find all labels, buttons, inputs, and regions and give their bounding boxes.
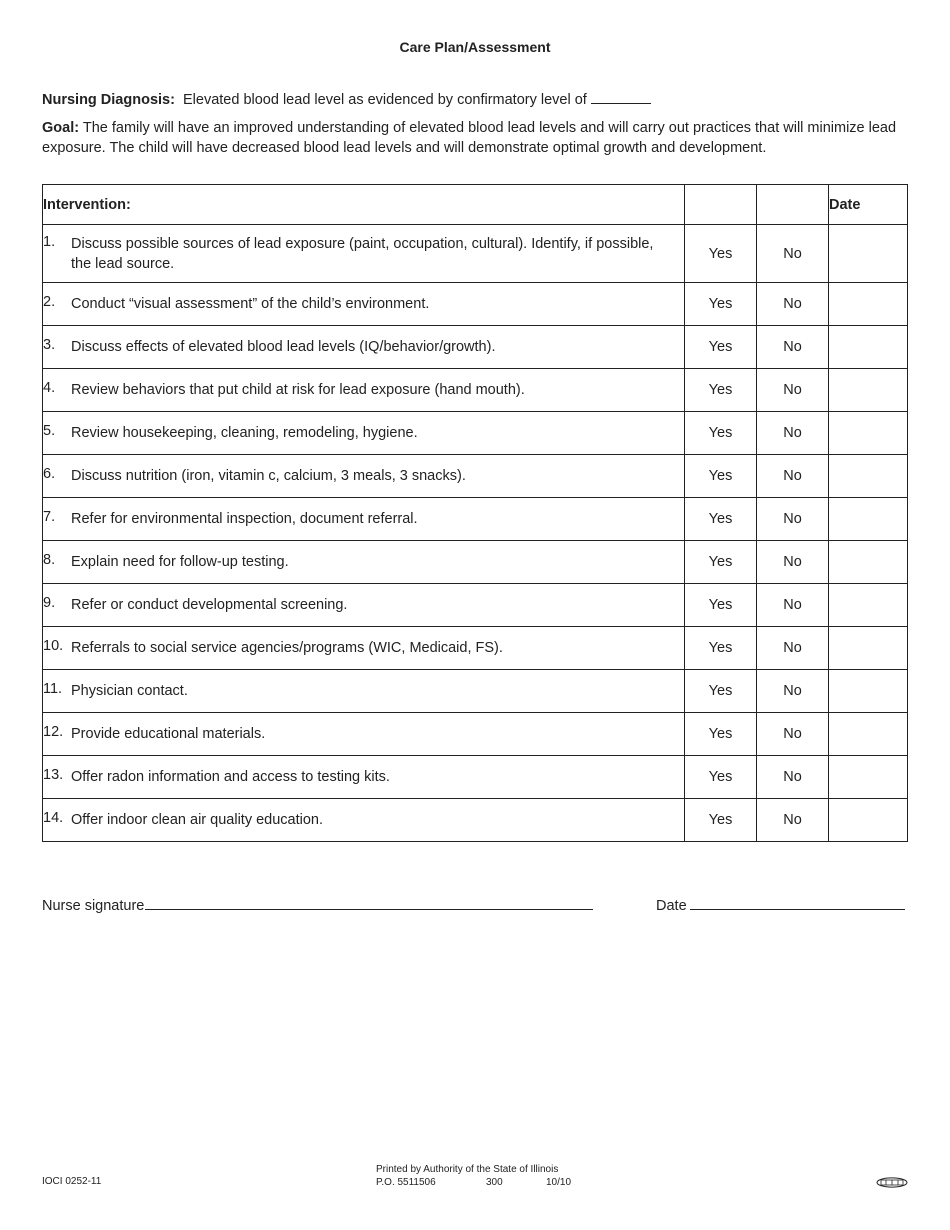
item-number: 10. [43, 638, 64, 654]
date-header: Date [829, 185, 908, 225]
item-text: Discuss effects of elevated blood lead levels (IQ/behavior/growth). [71, 339, 496, 355]
signature-date [656, 895, 905, 914]
item-number: 5. [43, 423, 56, 439]
diagnosis-text: Elevated blood lead level as evidenced by confirmatory level of [183, 92, 587, 108]
ioci-logo-icon [876, 1175, 908, 1186]
intervention-cell [43, 756, 685, 799]
table-row [43, 498, 908, 541]
item-number: 4. [43, 380, 56, 396]
date-cell[interactable] [829, 584, 908, 627]
item-text: Offer radon information and access to testing kits. [71, 769, 390, 785]
item-text: Review housekeeping, cleaning, remodeling, hygiene. [71, 425, 418, 441]
yes-option[interactable]: Yes [685, 799, 757, 842]
nurse-signature [42, 895, 593, 914]
table-row [43, 756, 908, 799]
table-row [43, 541, 908, 584]
print-info [376, 1163, 571, 1189]
item-text: Conduct “visual assessment” of the child’s environment. [71, 296, 430, 312]
item-number: 1. [43, 233, 56, 250]
intervention-cell [43, 283, 685, 326]
item-text: Referrals to social service agencies/programs (WIC, Medicaid, FS). [71, 640, 503, 656]
signature-date-label: Date [656, 898, 687, 914]
table-row [43, 369, 908, 412]
intervention-cell [43, 498, 685, 541]
yes-option[interactable]: Yes [685, 670, 757, 713]
form-id: IOCI 0252-11 [42, 1176, 102, 1187]
yes-option[interactable]: Yes [685, 584, 757, 627]
item-number: 8. [43, 552, 56, 568]
signature-date-field[interactable] [690, 895, 905, 910]
intervention-cell [43, 412, 685, 455]
intervention-cell [43, 584, 685, 627]
table-row [43, 713, 908, 756]
table-row [43, 799, 908, 842]
item-text: Discuss nutrition (iron, vitamin c, calcium, 3 meals, 3 snacks). [71, 468, 466, 484]
table-row [43, 584, 908, 627]
date-cell[interactable] [829, 225, 908, 283]
table-row [43, 627, 908, 670]
no-option[interactable]: No [757, 713, 829, 756]
no-option[interactable]: No [757, 326, 829, 369]
intervention-cell [43, 799, 685, 842]
date-cell[interactable] [829, 627, 908, 670]
po-line [376, 1176, 571, 1189]
yes-option[interactable]: Yes [685, 756, 757, 799]
diagnosis-label: Nursing Diagnosis: [42, 92, 175, 108]
item-number: 12. [43, 724, 64, 740]
date-cell[interactable] [829, 713, 908, 756]
item-number: 3. [43, 337, 56, 353]
no-option[interactable]: No [757, 584, 829, 627]
no-option[interactable]: No [757, 627, 829, 670]
table-row [43, 455, 908, 498]
item-number: 13. [43, 767, 64, 783]
no-option[interactable]: No [757, 498, 829, 541]
item-text: Provide educational materials. [71, 726, 266, 742]
table-row [43, 326, 908, 369]
item-number: 11. [43, 681, 63, 697]
date-cell[interactable] [829, 670, 908, 713]
yes-option[interactable]: Yes [685, 412, 757, 455]
goal-label: Goal: [42, 120, 80, 136]
intervention-cell [43, 541, 685, 584]
yes-option[interactable]: Yes [685, 498, 757, 541]
item-text: Offer indoor clean air quality education. [71, 812, 324, 828]
item-number: 2. [43, 294, 56, 310]
no-option[interactable]: No [757, 756, 829, 799]
intervention-cell [43, 627, 685, 670]
table-row [43, 412, 908, 455]
date-cell[interactable] [829, 412, 908, 455]
date-cell[interactable] [829, 498, 908, 541]
table-row [43, 670, 908, 713]
no-option[interactable]: No [757, 283, 829, 326]
item-text: Refer for environmental inspection, document referral. [71, 511, 418, 527]
date-cell[interactable] [829, 326, 908, 369]
yes-option[interactable]: Yes [685, 326, 757, 369]
print-date: 10/10 [546, 1177, 572, 1188]
nurse-signature-label: Nurse signature [42, 898, 145, 914]
intervention-cell [43, 225, 685, 283]
intervention-cell [43, 326, 685, 369]
yes-option[interactable]: Yes [685, 627, 757, 670]
no-column-header [757, 185, 829, 225]
page-title: Care Plan/Assessment [399, 39, 551, 55]
no-option[interactable]: No [757, 799, 829, 842]
po-number: P.O. 5511506 [376, 1177, 436, 1188]
item-number: 6. [43, 466, 56, 482]
yes-option[interactable]: Yes [685, 713, 757, 756]
table-row [43, 225, 908, 283]
yes-column-header [685, 185, 757, 225]
intervention-cell [43, 713, 685, 756]
yes-option[interactable]: Yes [685, 283, 757, 326]
no-option[interactable]: No [757, 369, 829, 412]
intervention-cell [43, 670, 685, 713]
yes-option[interactable]: Yes [685, 541, 757, 584]
table-header [43, 185, 908, 225]
item-number: 7. [43, 509, 56, 525]
date-cell[interactable] [829, 369, 908, 412]
intervention-cell [43, 455, 685, 498]
item-text: Review behaviors that put child at risk for lead exposure (hand mouth). [71, 382, 525, 398]
intervention-header: Intervention: [43, 185, 685, 225]
no-option[interactable]: No [757, 412, 829, 455]
date-cell[interactable] [829, 756, 908, 799]
nursing-diagnosis [42, 91, 651, 108]
print-quantity: 300 [486, 1177, 503, 1188]
printed-by: Printed by Authority of the State of Illinois [376, 1164, 559, 1175]
item-number: 9. [43, 595, 56, 611]
confirmatory-level-field[interactable] [591, 91, 651, 104]
goal-text: The family will have an improved understanding of elevated blood lead levels and will carry out practices that will minimize lead exposure. The child will have decreased blood lead levels and will demonstrate optimal growth and development. [42, 120, 897, 156]
no-option[interactable]: No [757, 541, 829, 584]
table-row [43, 283, 908, 326]
date-cell[interactable] [829, 283, 908, 326]
intervention-table [42, 184, 908, 842]
no-option[interactable]: No [757, 670, 829, 713]
no-option[interactable]: No [757, 455, 829, 498]
intervention-cell [43, 369, 685, 412]
item-number: 14. [43, 810, 64, 826]
yes-option[interactable]: Yes [685, 369, 757, 412]
item-text: Refer or conduct developmental screening. [71, 597, 348, 613]
date-cell[interactable] [829, 541, 908, 584]
yes-option[interactable]: Yes [685, 225, 757, 283]
no-option[interactable]: No [757, 225, 829, 283]
item-text: Physician contact. [71, 683, 188, 699]
goal [42, 118, 922, 158]
yes-option[interactable]: Yes [685, 455, 757, 498]
nurse-signature-field[interactable] [145, 895, 593, 910]
item-text: Discuss possible sources of lead exposure (paint, occupation, cultural). Identify, if possible, the lead source. [71, 235, 654, 272]
date-cell[interactable] [829, 799, 908, 842]
item-text: Explain need for follow-up testing. [71, 554, 289, 570]
date-cell[interactable] [829, 455, 908, 498]
